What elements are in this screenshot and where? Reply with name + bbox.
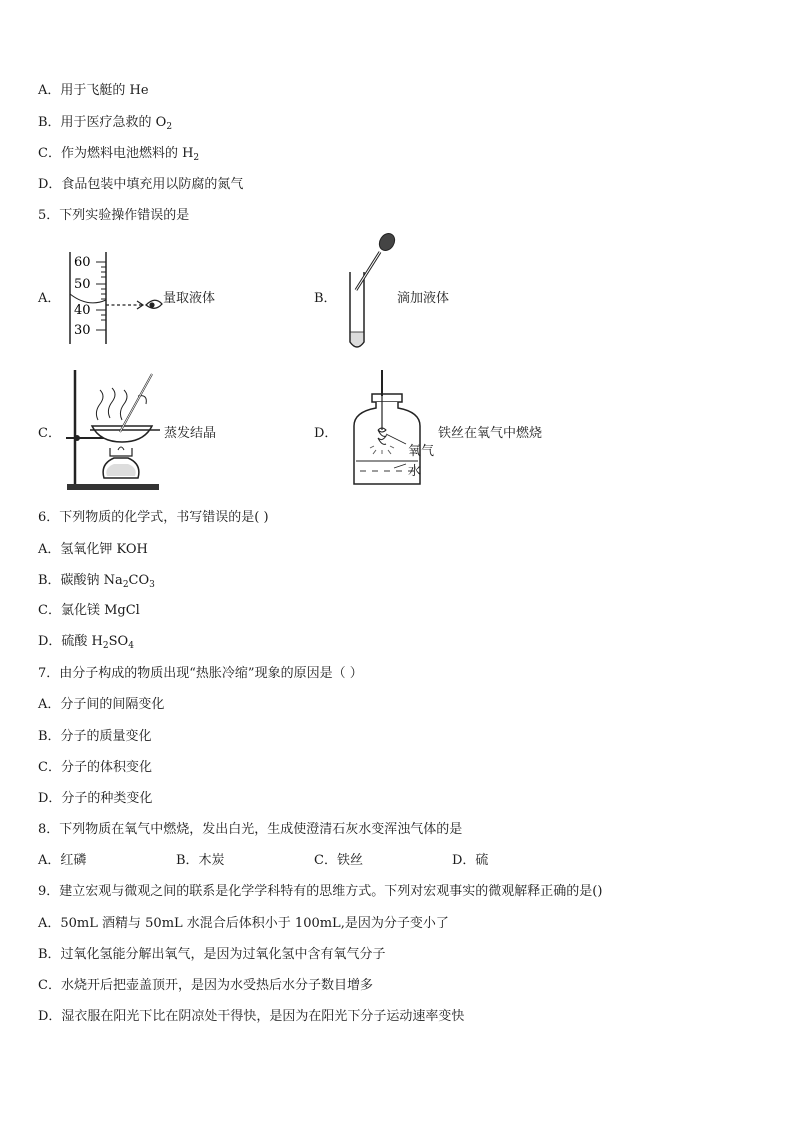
q4-option-b [38,115,172,135]
cylinder-tick-60: 60 [74,255,91,270]
q6-option-b [38,573,155,593]
q9-stem: 9．建立宏观与微观之间的联系是化学学科特有的思维方式。下列对宏观事实的微观解释正确的是() [38,884,603,899]
q7-stem [38,666,363,682]
q9-option-a: A．50mL 酒精与 50mL 水混合后体积小于 100mL,是因为分子变小了 [38,916,449,931]
q6-option-d-text: D．硫酸 H [38,634,103,649]
q5-stem [38,208,189,224]
q4-option-b-text: B．用于医疗急救的 O [38,115,167,130]
q6-option-b-text-2: CO [128,573,150,588]
q6-option-a-text: A．氢氧化钾 KOH [38,542,148,557]
q8-stem: 8．下列物质在氧气中燃烧，发出白光，生成使澄清石灰水变浑浊气体的是 [38,822,463,837]
evaporation-setup-figure [62,366,164,496]
q5-option-c-caption: 蒸发结晶 [164,426,217,441]
q7-option-b: B．分子的质量变化 [38,729,152,744]
q6-option-c [38,603,140,619]
subscript: 2 [166,122,173,132]
q4-option-d-text: D．食品包装中填充用以防腐的氮气 [38,177,244,192]
dropper-test-tube-figure [340,232,400,354]
q6-option-d-text-2: SO [108,634,129,649]
q9-option-b: B．过氧化氢能分解出氧气，是因为过氧化氢中含有氧气分子 [38,947,386,962]
eye-icon [146,300,162,308]
q4-option-a-text: A．用于飞艇的 He [38,83,149,98]
q7-option-c: C．分子的体积变化 [38,760,152,775]
dropper-icon [356,232,398,290]
q4-option-c [38,146,199,166]
q6-option-a [38,542,148,558]
cylinder-tick-30: 30 [74,323,91,338]
q7-option-a: A．分子间的间隔变化 [38,697,165,712]
q6-option-c-text: C．氯化镁 MgCl [38,603,140,618]
q8-option-d: D．硫 [452,853,489,868]
q5-stem-text: 5．下列实验操作错误的是 [38,208,190,223]
water-label: 水 [408,464,422,479]
q4-option-d [38,177,243,193]
q6-option-d [38,634,134,654]
q5-option-a-caption: 量取液体 [163,291,216,306]
q4-option-c-text: C．作为燃料电池燃料的 H [38,146,194,161]
q7-option-d: D．分子的种类变化 [38,791,153,806]
q6-stem [38,510,269,526]
q8-option-c: C．铁丝 [314,853,363,868]
q5-option-d-caption: 铁丝在氧气中燃烧 [438,426,543,441]
q8-option-a: A．红磷 [38,853,87,868]
q5-option-a-letter: A． [38,291,61,306]
subscript: 4 [128,641,134,651]
q5-option-b-letter: B． [314,291,337,306]
q6-option-b-text: B．碳酸钠 Na [38,573,123,588]
q4-option-a [38,83,149,99]
subscript: 2 [122,580,129,590]
q5-option-b-caption: 滴加液体 [397,291,450,306]
q7-stem-text: 7．由分子构成的物质出现“热胀冷缩”现象的原因是（ ） [38,666,363,681]
oxygen-label: 氧气 [408,444,435,459]
cylinder-tick-50: 50 [74,277,91,292]
subscript: 2 [102,641,109,651]
q9-option-c: C．水烧开后把壶盖顶开，是因为水受热后水分子数目增多 [38,978,373,993]
q9-option-d: D．湿衣服在阳光下比在阴凉处干得快，是因为在阳光下分子运动速率变快 [38,1009,465,1024]
subscript: 3 [149,580,155,590]
cylinder-tick-40: 40 [74,303,91,318]
q5-option-c-letter: C． [38,426,61,441]
q6-stem-text: 6．下列物质的化学式，书写错误的是( ) [38,510,269,525]
iron-wire-combustion-figure [344,366,436,490]
q8-option-b: B．木炭 [176,853,225,868]
subscript: 2 [193,153,200,163]
q5-option-d-letter: D． [314,426,338,441]
